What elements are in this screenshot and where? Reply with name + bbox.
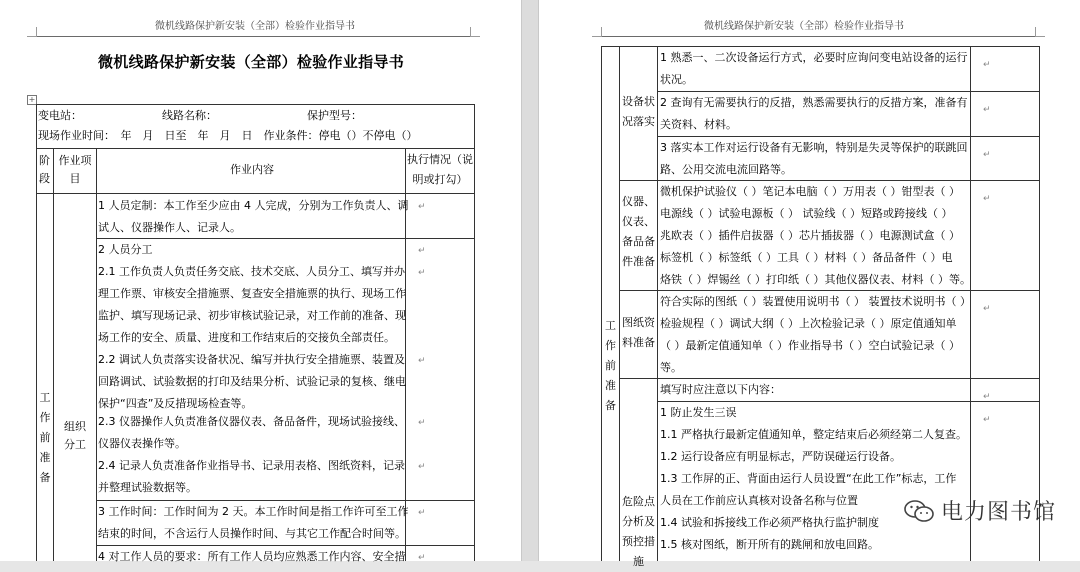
table-move-handle-icon[interactable]: + [28, 95, 36, 104]
page-gap [521, 0, 539, 561]
paragraph-mark-icon: ↵ [418, 202, 426, 212]
item-cell-equipment-status: 设备状况落实 [622, 95, 655, 128]
margin-corner-mark [27, 27, 37, 37]
protection-model-label: 保护型号： [307, 109, 362, 122]
paragraph-mark-icon: ↵ [418, 462, 426, 472]
content-line: 关资料、材料。 [660, 118, 737, 131]
paragraph-mark-icon: ↵ [418, 268, 426, 278]
content-line: 回路调试、试验数据的打印及结果分析、试验记录的复核、继电 [98, 375, 406, 388]
content-line: 标签机（ ）标签纸（ ）工具（ ）材料（ ）备品备件（ ）电 [660, 251, 953, 264]
document-page-left [0, 0, 521, 561]
content-line: 电源线（ ）试验电源板（ ） 试验线（ ）短路或跨接线（ ） [660, 207, 953, 220]
paragraph-mark-icon: ↵ [983, 60, 991, 70]
content-line: 2.3 仪器操作人负责准备仪器仪表、备品备件，现场试验接线、 [98, 415, 405, 428]
content-line: 理工作票、审核安全措施票、复查安全措施票的执行、现场工作 [98, 287, 406, 300]
margin-corner-mark [470, 27, 480, 37]
content-line: 2.4 记录人负责准备作业指导书、记录用表格、图纸资料，记录 [98, 459, 405, 472]
content-line: 检验规程（ ）调试大纲（ ）上次检验记录（ ）原定值通知单 [660, 317, 957, 330]
col-header-content: 作业内容 [230, 163, 274, 176]
content-line: 场工作的安全、质量、进度和工作结束后的交接负全部责任。 [98, 331, 395, 344]
item-cell-instruments: 仪器、仪表、备品备件准备 [622, 195, 655, 268]
work-time-line: 现场作业时间： 年 月 日至 年 月 日 作业条件：停电（）不停电（） [38, 129, 418, 142]
station-label: 变电站： [38, 109, 82, 122]
item-cell-drawings: 图纸资料准备 [622, 316, 655, 349]
page-header: 微机线路保护新安装（全部）检验作业指导书 [704, 21, 904, 32]
content-line: 1.1 严格执行最新定值通知单，整定结束后必须经第二人复查。 [660, 428, 967, 441]
paragraph-mark-icon: ↵ [983, 194, 991, 204]
content-line: 监护、填写现场记录、初步审核试验记录，对工作前的准备、现 [98, 309, 406, 322]
content-line: 4 对工作人员的要求：所有工作人员均应熟悉工作内容、安全措 [98, 550, 406, 563]
col-header-status: 执行情况（说明或打勾） [407, 153, 473, 186]
content-line: 路、公用交流电流回路等。 [660, 163, 792, 176]
content-line: 1.2 运行设备应有明显标志，严防误碰运行设备。 [660, 450, 901, 463]
content-line: 烙铁（ ）焊锡丝（ ）打印纸（ ）其他仪器仪表、材料（ ）等。 [660, 273, 971, 286]
paragraph-mark-icon: ↵ [418, 553, 426, 563]
content-line: 1.3 工作屏的正、背面由运行人员设置“在此工作”标志，工作 [660, 472, 957, 485]
margin-corner-mark [592, 27, 602, 37]
stage-cell: 工作前准备 [39, 391, 51, 484]
item-cell-risk-analysis: 危险点分析及预控措施 [622, 495, 655, 568]
document-title: 微机线路保护新安装（全部）检验作业指导书 [98, 53, 405, 71]
header-rule [36, 36, 474, 37]
stage-cell: 工作前准备 [605, 319, 616, 412]
content-line: 兆欧表（ ）插件启拔器（ ）芯片插拔器（ ）电源测试盒（ ） [660, 229, 960, 242]
content-line: 试人、仪器操作人、记录人。 [98, 221, 241, 234]
content-line: 3 工作时间：工作时间为 2 天。本工作时间是指工作许可至工作 [98, 505, 409, 518]
paragraph-mark-icon: ↵ [983, 415, 991, 425]
paragraph-mark-icon: ↵ [983, 392, 991, 402]
header-rule [601, 36, 1039, 37]
content-line: 1.5 核对图纸，断开所有的跳闸和放电回路。 [660, 538, 879, 551]
content-line: 2 人员分工 [98, 243, 153, 256]
margin-corner-mark [1035, 27, 1045, 37]
page-header: 微机线路保护新安装（全部）检验作业指导书 [155, 21, 355, 32]
paragraph-mark-icon: ↵ [418, 418, 426, 428]
content-line: 人员在工作前应认真核对设备名称与位置 [660, 494, 858, 507]
content-line: 1.4 试验和拆接线工作必须严格执行监护制度 [660, 516, 879, 529]
content-line: 保护“四查”及反措现场检查等。 [98, 397, 253, 410]
paragraph-mark-icon: ↵ [418, 356, 426, 366]
content-line: （ ）最新定值通知单（ ）作业指导书（ ）空白试验记录（ ） [660, 339, 960, 352]
content-line: 1 人员定制：本工作至少应由 4 人完成，分别为工作负责人、调 [98, 199, 409, 212]
content-line: 2.1 工作负责人负责任务交底、技术交底、人员分工、填写并办 [98, 265, 405, 278]
content-line: 1 防止发生三误 [660, 406, 737, 419]
paragraph-mark-icon: ↵ [983, 304, 991, 314]
document-page-right [539, 0, 1080, 568]
paragraph-mark-icon: ↵ [418, 246, 426, 256]
col-header-item: 作业项目 [58, 154, 92, 185]
content-line: 并整理试验数据等。 [98, 481, 197, 494]
line-name-label: 线路名称： [162, 109, 217, 122]
paragraph-mark-icon: ↵ [983, 105, 991, 115]
content-line: 状况。 [660, 73, 693, 86]
content-line: 符合实际的图纸（ ）装置使用说明书（ ） 装置技术说明书（ ） [660, 295, 971, 308]
content-line: 填写时应注意以下内容： [660, 383, 781, 396]
content-line: 2.2 调试人负责落实设备状况、编写并执行安全措施票、装置及 [98, 353, 405, 366]
content-line: 结束的时间，不含运行人员操作时间、与其它工作配合时间等。 [98, 527, 406, 540]
col-header-stage: 阶段 [39, 154, 50, 185]
content-line: 3 落实本工作对运行设备有无影响，特别是失灵等保护的联跳回 [660, 141, 968, 154]
item-cell: 组织分工 [64, 420, 86, 451]
watermark [903, 495, 1056, 526]
content-line: 等。 [660, 361, 682, 374]
watermark-text: 电力图书馆 [940, 500, 1056, 525]
content-line: 2 查询有无需要执行的反措，熟悉需要执行的反措方案，准备有 [660, 96, 968, 109]
content-line: 微机保护试验仪（ ）笔记本电脑（ ）万用表（ ）钳型表（ ） [660, 185, 960, 198]
paragraph-mark-icon: ↵ [418, 508, 426, 518]
content-line: 1 熟悉一、二次设备运行方式，必要时应询问变电站设备的运行 [660, 51, 968, 64]
paragraph-mark-icon: ↵ [983, 150, 991, 160]
wechat-icon [903, 499, 935, 523]
content-line: 仪器仪表操作等。 [98, 437, 186, 450]
